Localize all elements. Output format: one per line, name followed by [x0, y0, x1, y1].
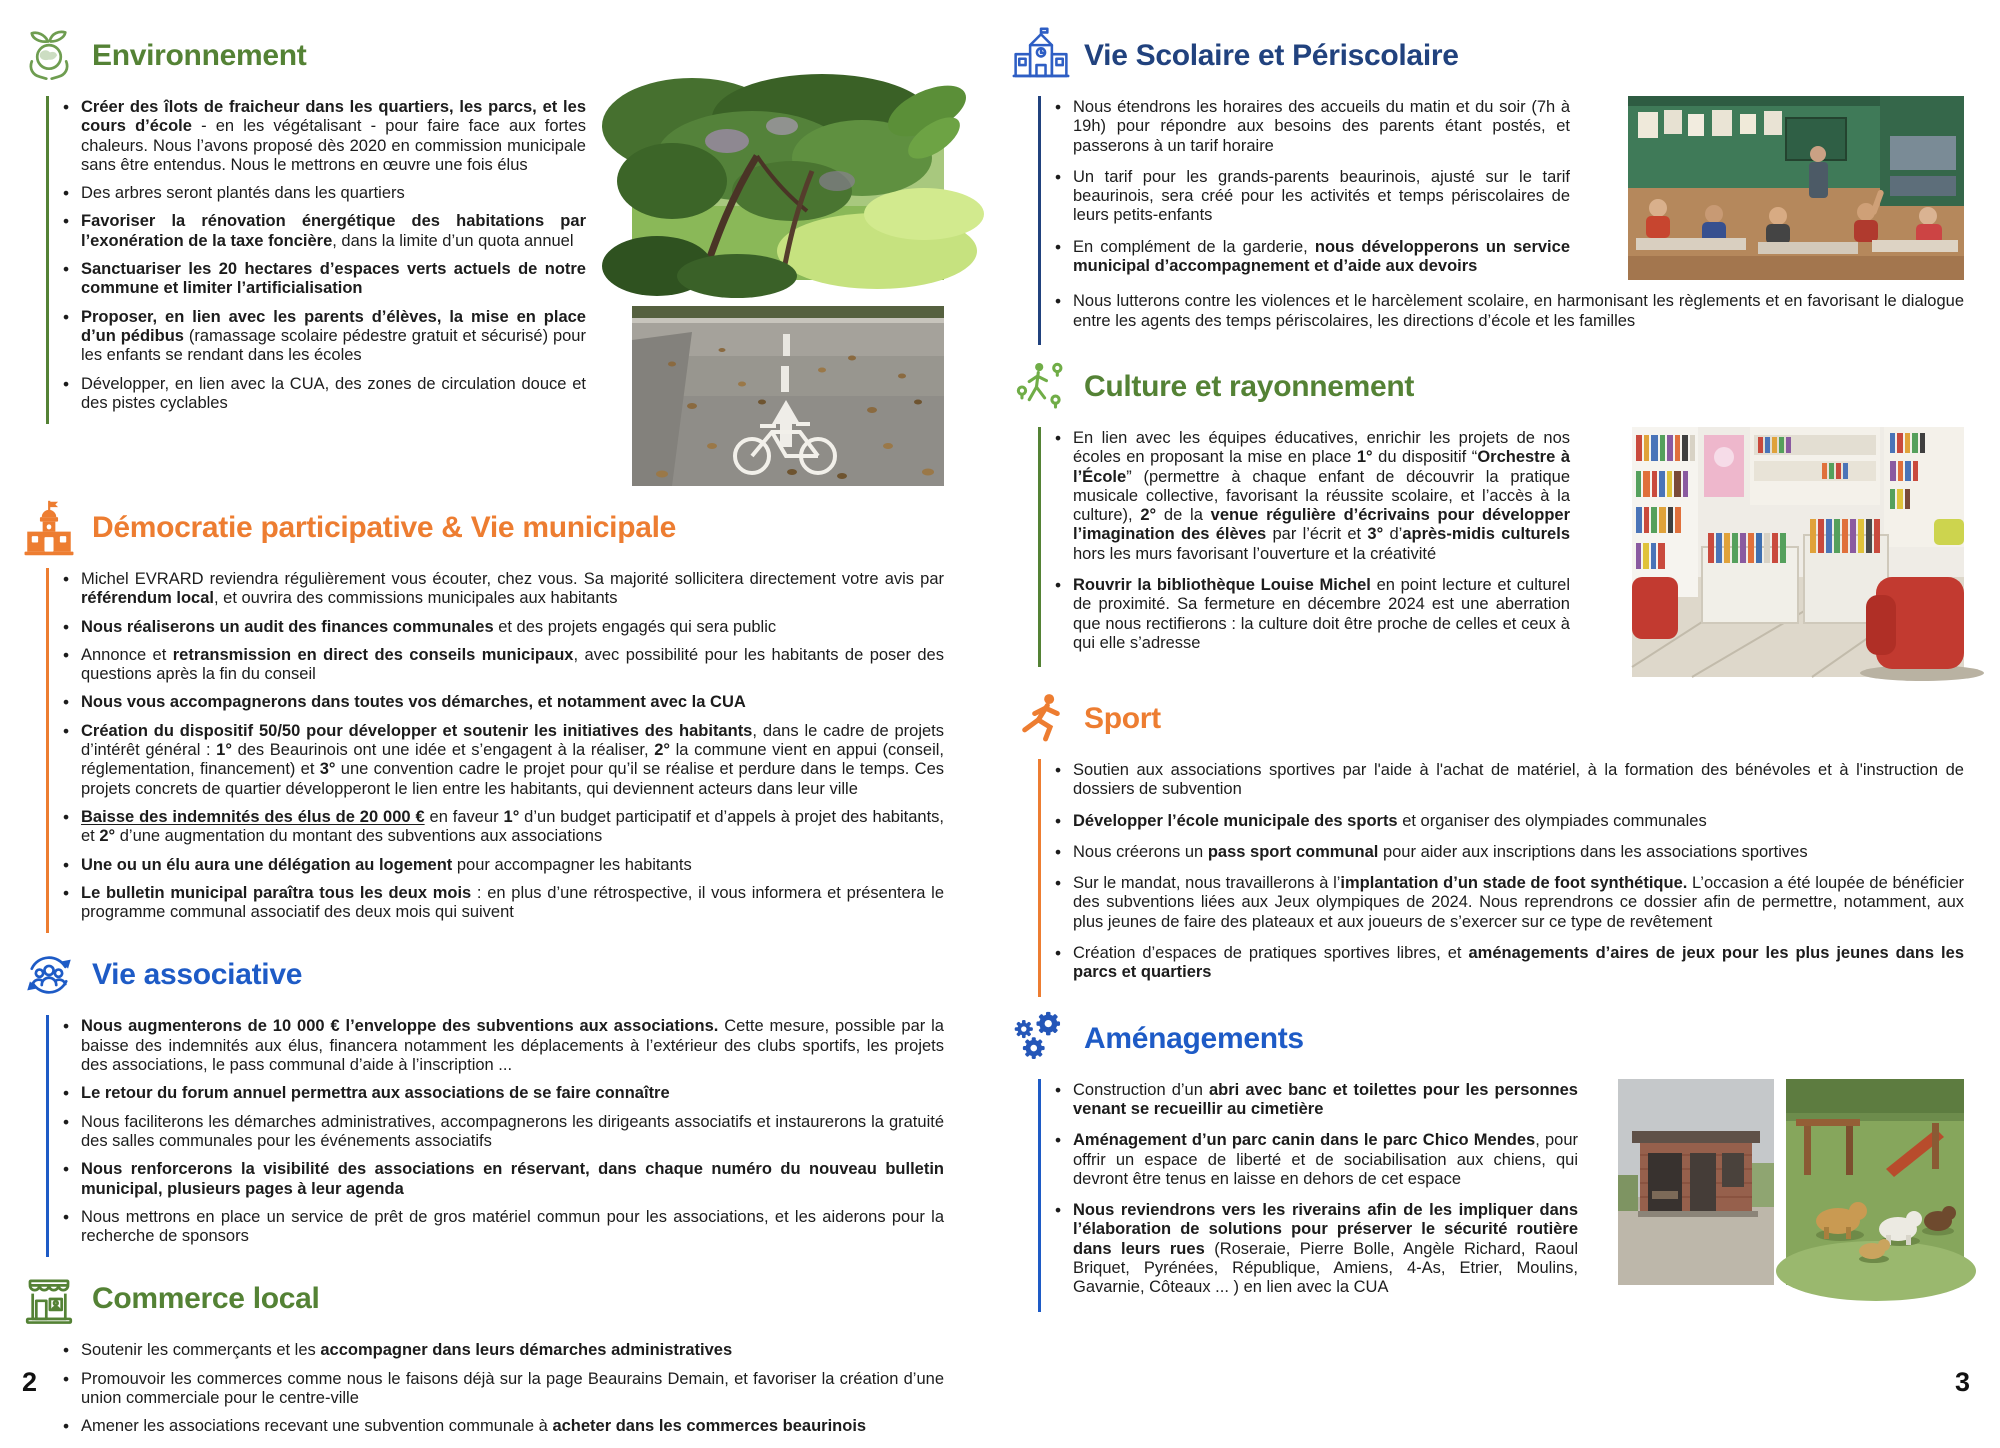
section-title: Vie Scolaire et Périscolaire	[1084, 39, 1459, 72]
bullet-item: • Annonce et retransmission en direct des conseils municipaux, avec possibilité pour les habitants de poser des questions après la fin du conseil	[60, 646, 944, 685]
library-photo	[1632, 427, 1964, 677]
bullet-list	[1052, 1081, 1578, 1298]
section-vie-associative	[20, 945, 944, 1257]
running-person-icon	[1012, 689, 1070, 749]
dog-park-photo	[1786, 1079, 1964, 1285]
bullet-item: • Création du dispositif 50/50 pour développer et soutenir les initiatives des habitants, dans le cadre de projets d’intérêt général : 1° des Beaurinois ont une idée et s’engagent à la réaliser, 2° la commune vient en appui (conseil, réglementation, financement) et 3° une convention cadre le projet pour qu’il se réalise et perdure dans le temps. Ces projets concrets de quartier développeront le lien entre les habitants, qui deviennent acteurs dans leur ville	[60, 722, 944, 799]
bullet-item: • Nous vous accompagnerons dans toutes vos démarches, et notamment avec la CUA	[60, 693, 944, 712]
bullet-item: • Nous renforcerons la visibilité des associations en réservant, dans chaque numéro du nouveau bulletin municipal, plusieurs pages à leur agenda	[60, 1160, 944, 1199]
bullet-item: • Nous augmenterons de 10 000 € l’enveloppe des subventions aux associations. Cette mesure, possible par la baisse des indemnités aux élus, financera notamment les déplacements à l’extérieur des clubs sportifs, les projets des associations, le pass communal d’aide à l’inscription ...	[60, 1017, 944, 1075]
school-building-icon	[1012, 26, 1070, 86]
bullet-list	[1052, 98, 1570, 276]
bullet-item: • Proposer, en lien avec les parents d’élèves, la mise en place d’un pédibus (ramassage scolaire pédestre gratuit et sécurisé) pour les enfants se rendant dans les écoles	[60, 308, 586, 366]
bullet-item: • Soutien aux associations sportives par l'aide à l'achat de matériel, à la formation des bénévoles et à l'instruction de dossiers de subvention	[1052, 761, 1964, 800]
bullet-item: • Amener les associations recevant une subvention communale à acheter dans les commerces beaurinois	[60, 1417, 944, 1436]
classroom-photo	[1628, 96, 1964, 280]
city-hall-icon	[20, 498, 78, 558]
park-trees-photo	[632, 96, 944, 280]
section-title: Culture et rayonnement	[1084, 369, 1415, 403]
bullet-list	[60, 1341, 944, 1436]
people-circle-arrows-icon	[20, 945, 78, 1005]
bullet-list	[60, 1017, 944, 1246]
section-democratie	[20, 498, 944, 933]
bullet-item: • En lien avec les équipes éducatives, enrichir les projets de nos écoles en proposant la mise en place 1° du dispositif “Orchestre à l’École” (permettre à chaque enfant de découvrir la pratique musicale collective, favorisant la réussite scolaire, et l’accès à la culture), 2° de la venue régulière d’écrivains pour développer l’imagination des élèves par l’écrit et 3° d’après-midis culturels hors les murs favorisant l’ouverture et la créativité	[1052, 429, 1570, 564]
section-title: Commerce local	[92, 1282, 320, 1316]
bullet-item: • Nous étendrons les horaires des accueils du matin et du soir (7h à 19h) pour répondre aux besoins des parents étant postés, et passerons à un tarif horaire	[1052, 98, 1570, 156]
section-title: Vie associative	[92, 958, 303, 992]
section-environnement	[20, 26, 944, 486]
bullet-item: • Soutenir les commerçants et les accompagner dans leurs démarches administratives	[60, 1341, 944, 1360]
bullet-item: • Créer des îlots de fraicheur dans les quartiers, les parcs, et les cours d’école - en les végétalisant - pour faire face aux fortes chaleurs. Nous l’avons proposé dès 2020 en commission municipale sans être entendus. Nous le mettrons en œuvre une fois élus	[60, 98, 586, 175]
section-sport	[1012, 689, 1964, 997]
bullet-item: • Le retour du forum annuel permettra aux associations de se faire connaître	[60, 1084, 944, 1103]
bullet-item: • Favoriser la rénovation énergétique des habitations par l’exonération de la taxe foncière, dans la limite d’un quota annuel	[60, 212, 586, 251]
bullet-item: • Promouvoir les commerces comme nous le faisons déjà sur la page Beaurains Demain, et favoriser la création d’une union commerciale pour le centre-ville	[60, 1370, 944, 1409]
bullet-item: • Nous réaliserons un audit des finances communales et des projets engagés qui sera public	[60, 618, 944, 637]
bullet-item: • Construction d’un abri avec banc et toilettes pour les personnes venant se recueillir au cimetière	[1052, 1081, 1578, 1120]
bullet-item: • Nous lutterons contre les violences et le harcèlement scolaire, en harmonisant les règlements et en favorisant le dialogue entre les agents des temps périscolaires, les directions d’école et les familles	[1052, 292, 1964, 331]
section-title: Aménagements	[1084, 1021, 1304, 1055]
photo-column	[632, 96, 944, 486]
page-2	[0, 0, 1000, 1436]
section-commerce-local	[20, 1269, 944, 1447]
storefront-icon	[20, 1269, 78, 1329]
photo-row	[1618, 1079, 1964, 1285]
bullet-item: • Création d’espaces de pratiques sportives libres, et aménagements d’aires de jeux pour les plus jeunes dans les parcs et quartiers	[1052, 944, 1964, 983]
bullet-item: • Sur le mandat, nous travaillerons à l’implantation d’un stade de foot synthétique. L’occasion a été loupée de bénéficier des subventions liées aux Jeux olympiques de 2024. Nous reprendrons ce dossier afin de permettre, notamment, aux plus jeunes de faire des plateaux et aux joueurs de s’exercer sur ce type de revêtement	[1052, 874, 1964, 932]
section-title: Sport	[1084, 701, 1161, 735]
bullet-list	[1052, 429, 1570, 653]
bullet-list	[1052, 761, 1964, 983]
bullet-item: • Développer, en lien avec la CUA, des zones de circulation douce et des pistes cyclables	[60, 375, 586, 414]
bullet-item: • Le bulletin municipal paraîtra tous les deux mois : en plus d’une rétrospective, il vous informera et présentera le programme communal associatif des deux mois qui suivent	[60, 884, 944, 923]
bullet-item: • Des arbres seront plantés dans les quartiers	[60, 184, 586, 203]
bullet-item: • Rouvrir la bibliothèque Louise Michel en point lecture et culturel de proximité. Sa fermeture en décembre 2024 est une aberration que nous rectifierons : la culture doit être proche de celles et ceux à qui elle s’adresse	[1052, 576, 1570, 653]
cemetery-shelter-photo	[1618, 1079, 1774, 1285]
section-vie-scolaire	[1012, 26, 1964, 345]
walking-person-pins-icon	[1012, 357, 1070, 417]
bullet-item: • Michel EVRARD reviendra régulièrement vous écouter, chez vous. Sa majorité sollicitera directement votre avis par référendum local, et ouvrira des commissions municipales aux habitants	[60, 570, 944, 609]
bullet-list	[60, 570, 944, 922]
bullet-item: • Nous faciliterons les démarches administratives, accompagnerons les dirigeants associatifs et instaurerons la gratuité des salles communales pour les événements associatifs	[60, 1113, 944, 1152]
bullet-list	[1052, 292, 1964, 331]
bullet-item: • Développer l’école municipale des sports et organiser des olympiades communales	[1052, 812, 1964, 831]
earth-in-hands-icon	[20, 26, 78, 86]
bullet-item: • Un tarif pour les grands-parents beaurinois, ajusté sur le tarif beaurinois, sera créé pour les activités et temps périscolaires de leurs petits-enfants	[1052, 168, 1570, 226]
bullet-item: • Une ou un élu aura une délégation au logement pour accompagner les habitants	[60, 856, 944, 875]
bullet-item: • Nous créerons un pass sport communal pour aider aux inscriptions dans les associations sportives	[1052, 843, 1964, 862]
bullet-item: • Aménagement d’un parc canin dans le parc Chico Mendes, pour offrir un espace de liberté et de sociabilisation aux chiens, qui devront être tenus en laisse en dehors de cet espace	[1052, 1131, 1578, 1189]
bike-lane-photo	[632, 306, 944, 486]
gears-icon	[1012, 1009, 1070, 1069]
bullet-item: • Baisse des indemnités des élus de 20 000 € en faveur 1° d’un budget participatif et d’appels à projet des habitants, et 2° d’une augmentation du montant des subventions aux associations	[60, 808, 944, 847]
bullet-item: • Nous reviendrons vers les riverains afin de les impliquer dans l’élaboration de solutions pour préserver le sécurité routière dans leurs rues (Roseraie, Pierre Bolle, Angèle Richard, Raoul Briquet, Pyrénées, République, Amiens, 4-As, Etrier, Moulins, Gavarnie, Côteaux ... ) en lien avec la CUA	[1052, 1201, 1578, 1297]
section-title: Démocratie participative & Vie municipale	[92, 511, 677, 544]
section-culture	[1012, 357, 1964, 677]
section-title: Environnement	[92, 39, 307, 72]
section-amenagements	[1012, 1009, 1964, 1312]
bullet-list	[60, 98, 586, 413]
bullet-item: • Nous mettrons en place un service de prêt de gros matériel commun pour les associations, et les aiderons pour la recherche de sponsors	[60, 1208, 944, 1247]
bullet-item: • Sanctuariser les 20 hectares d’espaces verts actuels de notre commune et limiter l’artificialisation	[60, 260, 586, 299]
bullet-item: • En complément de la garderie, nous développerons un service municipal d’accompagnement et d’aide aux devoirs	[1052, 238, 1570, 277]
page-number-2: 2	[22, 1367, 38, 1397]
page-number-3: 3	[1954, 1367, 1970, 1397]
page-3	[1000, 0, 2000, 1414]
